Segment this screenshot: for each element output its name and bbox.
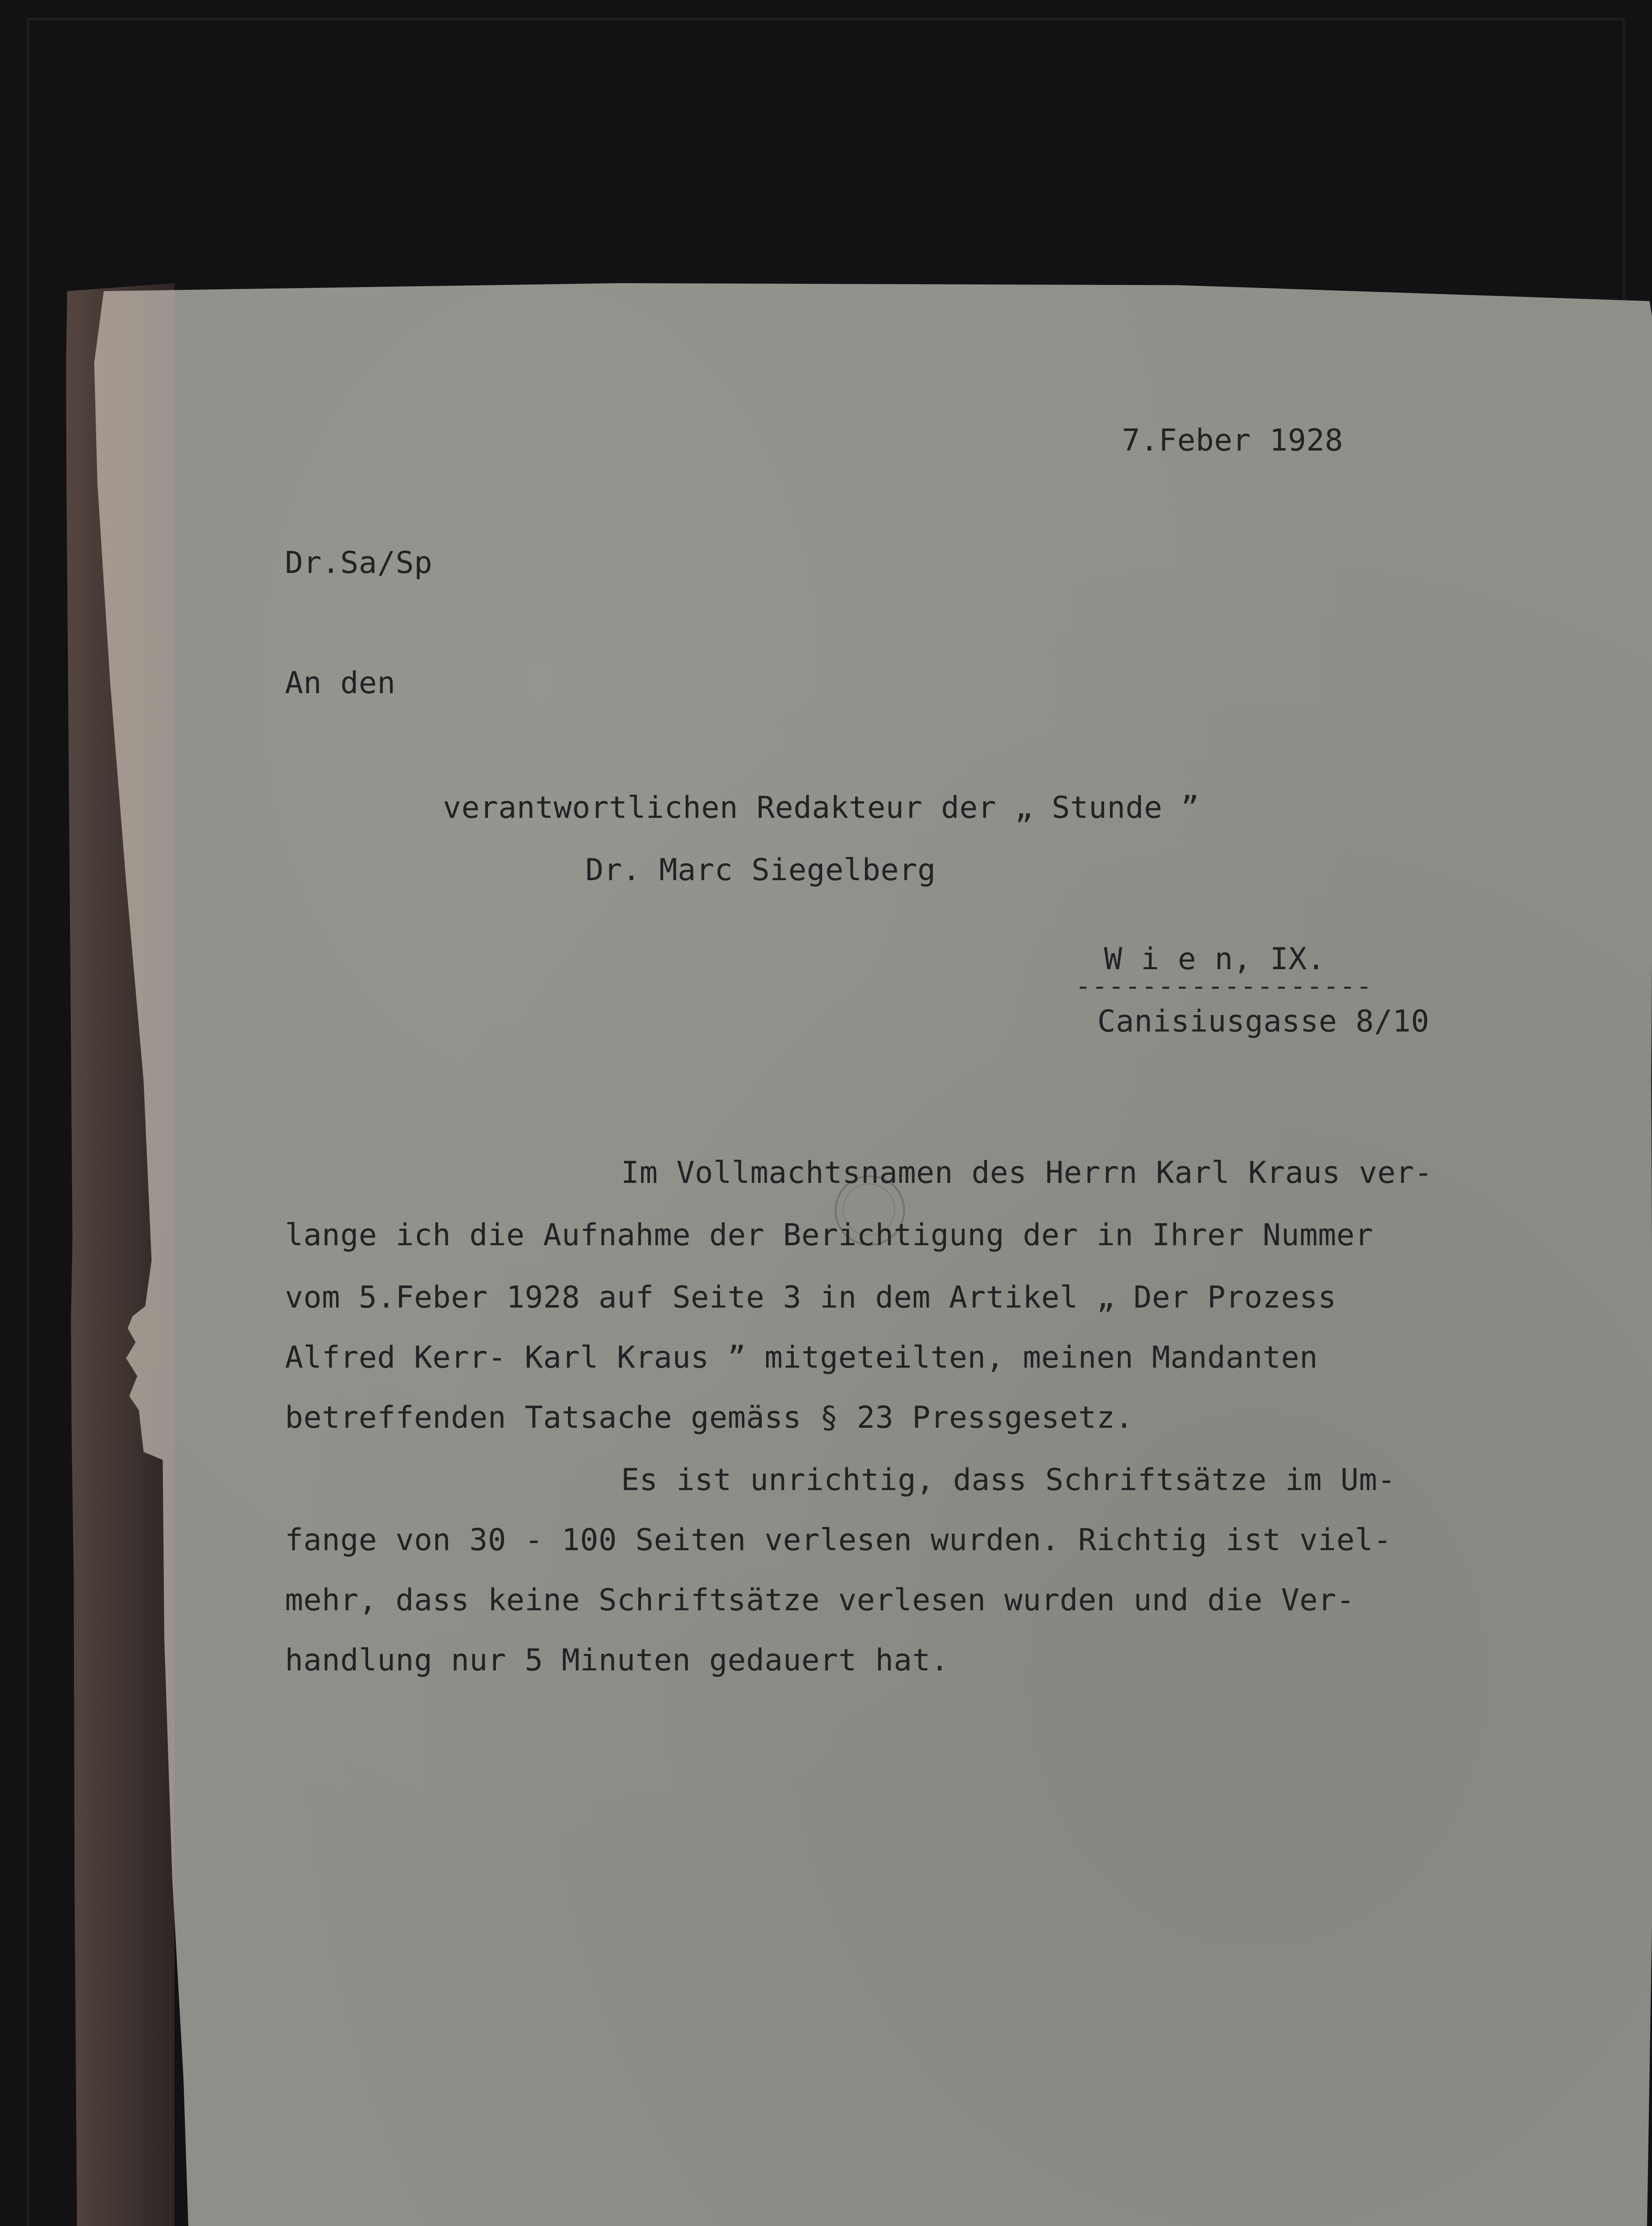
body-line-7: fange von 30 - 100 Seiten verlesen wurden. Richtig ist viel- (285, 1523, 1392, 1558)
address-street: Canisiusgasse 8/10 (1097, 1004, 1429, 1039)
body-line-3: vom 5.Feber 1928 auf Seite 3 in dem Artikel „ Der Prozess (285, 1280, 1337, 1315)
body-line-2: lange ich die Aufnahme der Berichtigung der in Ihrer Nummer (285, 1218, 1373, 1253)
letter-reference: Dr.Sa/Sp (285, 545, 433, 581)
letter-salutation: An den (285, 666, 396, 701)
body-line-1: Im Vollmachtsnamen des Herrn Karl Kraus ver- (621, 1155, 1433, 1190)
address-underline: ------------------ (1075, 971, 1373, 1002)
body-line-9: handlung nur 5 Minuten gedauert hat. (285, 1643, 949, 1678)
body-line-4: Alfred Kerr- Karl Kraus ” mitgeteilten, meinen Mandanten (285, 1340, 1318, 1375)
recipient-line-1: verantwortlichen Redakteur der „ Stunde ” (443, 790, 1200, 825)
letter-date: 7.Feber 1928 (1122, 423, 1344, 458)
body-line-6: Es ist unrichtig, dass Schriftsätze im Um- (621, 1462, 1396, 1498)
body-line-5: betreffenden Tatsache gemäss § 23 Pressgesetz. (285, 1400, 1134, 1435)
recipient-line-2: Dr. Marc Siegelberg (585, 853, 936, 888)
body-line-8: mehr, dass keine Schriftsätze verlesen wurden und die Ver- (285, 1583, 1355, 1618)
address-city: W i e n, IX. (1104, 942, 1326, 977)
